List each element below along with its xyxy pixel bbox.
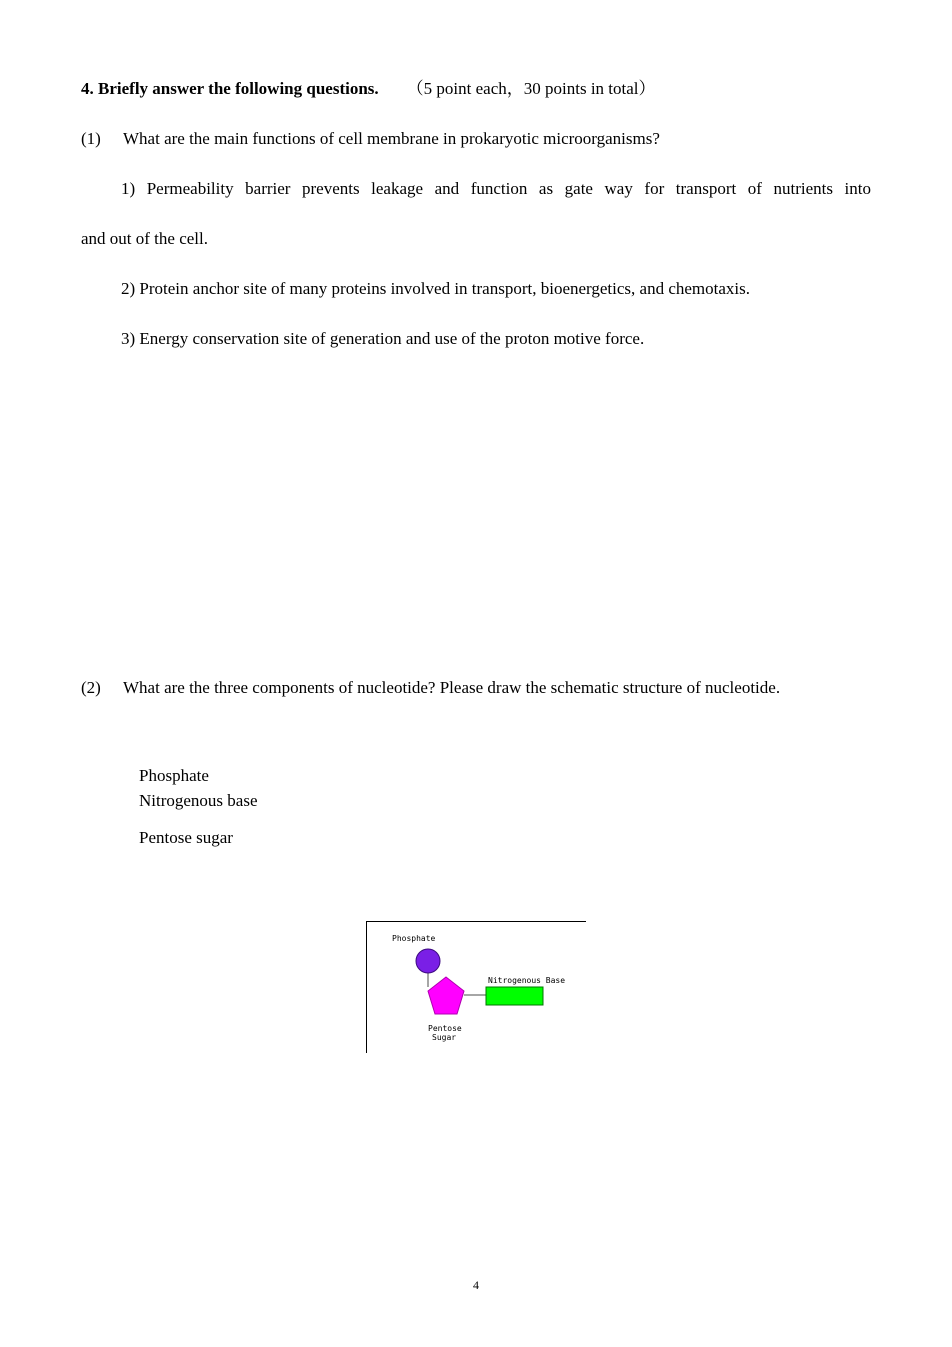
section-title: 4. Briefly answer the following questions. xyxy=(81,79,379,98)
base-label: Nitrogenous Base xyxy=(488,976,566,985)
question-number: (1) xyxy=(81,129,101,148)
nucleotide-diagram xyxy=(366,921,588,1053)
sugar-label-line-1: Pentose xyxy=(428,1024,462,1033)
answer-2: 2) Protein anchor site of many proteins involved in transport, bioenergetics, and chemotaxis. xyxy=(121,279,751,298)
question-number: (2) xyxy=(81,678,101,697)
section-heading xyxy=(81,79,656,99)
pentose-sugar-pentagon xyxy=(428,977,464,1014)
phosphate-circle xyxy=(416,949,440,973)
answer-3: 3) Energy conservation site of generation and use of the proton motive force. xyxy=(121,329,645,348)
question-2 xyxy=(81,678,780,698)
component-pentose-sugar: Pentose sugar xyxy=(139,828,233,847)
sugar-label-line-2: Sugar xyxy=(432,1033,457,1042)
component-nitrogenous-base: Nitrogenous base xyxy=(139,791,258,810)
answer-1-line-2: and out of the cell. xyxy=(81,229,208,248)
question-text: What are the three components of nucleotide? Please draw the schematic structure of nucleotide. xyxy=(123,678,781,697)
page-number: 4 xyxy=(473,1278,479,1292)
question-text: What are the main functions of cell membrane in prokaryotic microorganisms? xyxy=(123,129,660,148)
answer-1-line-1: 1) Permeability barrier prevents leakage and function as gate way for transport of nutrients into xyxy=(121,179,871,198)
component-phosphate: Phosphate xyxy=(139,766,209,785)
points-note: （5 point each，30 points in total） xyxy=(406,79,656,98)
phosphate-label: Phosphate xyxy=(392,934,436,943)
nitrogenous-base-rect xyxy=(486,987,543,1005)
question-1 xyxy=(81,129,660,149)
